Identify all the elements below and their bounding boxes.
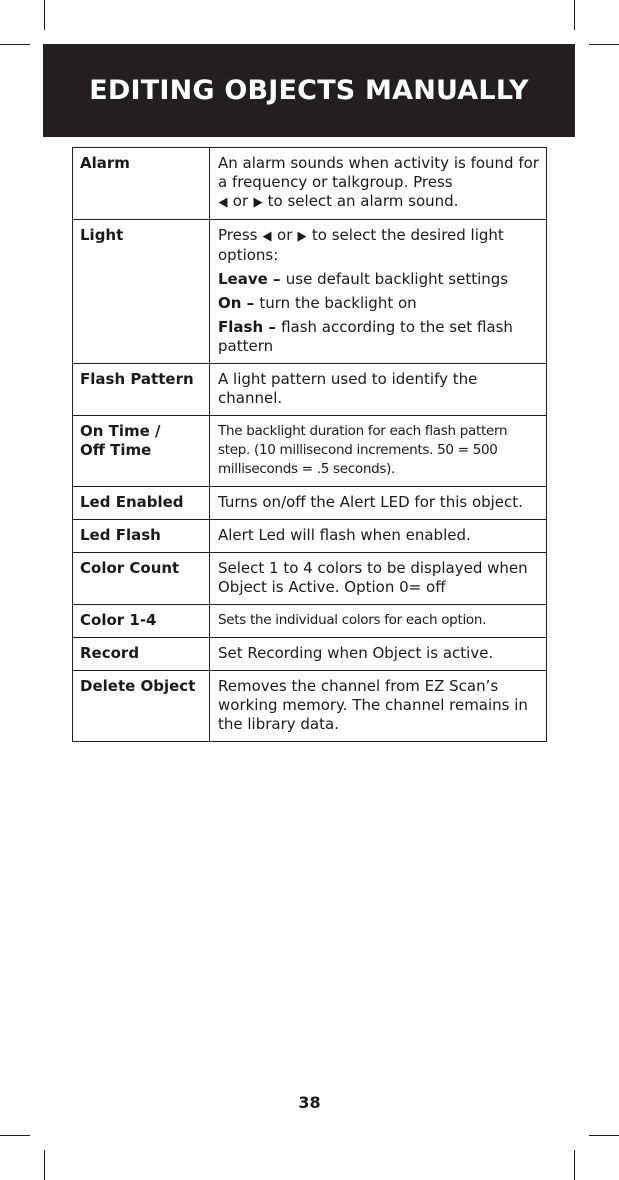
description-text: to select the desired light options: <box>218 226 504 264</box>
table-row <box>73 148 547 220</box>
right-arrow-icon: ▶ <box>297 229 307 244</box>
crop-mark <box>574 1150 575 1180</box>
option-text: flash according to the set flash pattern <box>218 318 513 355</box>
term-cell <box>73 416 210 487</box>
term-label: Light <box>80 226 124 244</box>
or-text: or <box>272 226 298 244</box>
term-label: Led Enabled <box>80 493 184 511</box>
crop-mark <box>0 44 30 45</box>
term-label: Color 1-4 <box>80 611 157 629</box>
term-label: Record <box>80 644 140 662</box>
crop-mark <box>574 0 575 30</box>
term-cell <box>73 638 210 671</box>
description-text: Set Recording when Object is active. <box>218 644 494 662</box>
description-text: Turns on/off the Alert LED for this object. <box>218 493 523 511</box>
term-cell <box>73 605 210 638</box>
table-row <box>73 416 547 487</box>
term-cell <box>73 671 210 742</box>
crop-mark <box>44 0 45 30</box>
crop-mark <box>0 1135 30 1136</box>
page-title: EDITING OBJECTS MANUALLY <box>89 75 529 106</box>
description-cell <box>210 364 547 416</box>
description-text: A light pattern used to identify the channel. <box>218 370 478 407</box>
description-cell <box>210 148 547 220</box>
description-text: Sets the individual colors for each option. <box>218 612 487 628</box>
option-text: turn the backlight on <box>259 294 417 312</box>
table-row <box>73 220 547 364</box>
settings-table <box>72 147 547 742</box>
term-cell <box>73 364 210 416</box>
term-cell <box>73 487 210 520</box>
crop-mark <box>44 1150 45 1180</box>
term-cell <box>73 148 210 220</box>
option-flash <box>218 318 540 356</box>
description-cell <box>210 671 547 742</box>
term-label: Delete Object <box>80 677 196 695</box>
description-text: to select an alarm sound. <box>262 192 459 210</box>
description-text: The backlight duration for each flash pattern step. (10 millisecond increments. 50 = 500 milliseconds = .5 seconds). <box>218 423 508 477</box>
option-on <box>218 294 540 313</box>
crop-mark <box>589 1135 619 1136</box>
term-label: Color Count <box>80 559 180 577</box>
option-text: use default backlight settings <box>285 270 509 288</box>
table-row <box>73 671 547 742</box>
description-text: An alarm sounds when activity is found for a frequency or talkgroup. Press <box>218 154 539 191</box>
left-arrow-icon: ◀ <box>262 229 272 244</box>
term-cell <box>73 220 210 364</box>
table-row <box>73 364 547 416</box>
term-label: On Time / <box>80 422 161 440</box>
term-label: Off Time <box>80 441 152 459</box>
table-row <box>73 638 547 671</box>
description-cell <box>210 638 547 671</box>
description-cell <box>210 605 547 638</box>
term-label: Alarm <box>80 154 130 172</box>
table-row <box>73 605 547 638</box>
crop-mark <box>589 44 619 45</box>
page-number: 38 <box>298 1093 321 1112</box>
description-text: Removes the channel from EZ Scan’s working memory. The channel remains in the library data. <box>218 677 528 733</box>
option-label: Flash – <box>218 318 282 336</box>
term-label: Led Flash <box>80 526 161 544</box>
term-label: Flash Pattern <box>80 370 194 388</box>
description-cell <box>210 416 547 487</box>
description-cell <box>210 220 547 364</box>
description-cell <box>210 487 547 520</box>
description-text: Press <box>218 226 263 244</box>
description-text: Select 1 to 4 colors to be displayed when Object is Active. Option 0= off <box>218 559 528 596</box>
option-leave <box>218 270 540 289</box>
right-arrow-icon: ▶ <box>253 195 263 210</box>
or-text: or <box>228 192 253 210</box>
section-header <box>43 44 575 137</box>
left-arrow-icon: ◀ <box>218 195 228 210</box>
table-row <box>73 487 547 520</box>
option-label: On – <box>218 294 260 312</box>
description-cell <box>210 520 547 553</box>
table-row <box>73 553 547 605</box>
option-label: Leave – <box>218 270 286 288</box>
description-text: Alert Led will flash when enabled. <box>218 526 471 544</box>
term-cell <box>73 553 210 605</box>
description-cell <box>210 553 547 605</box>
table-row <box>73 520 547 553</box>
term-cell <box>73 520 210 553</box>
